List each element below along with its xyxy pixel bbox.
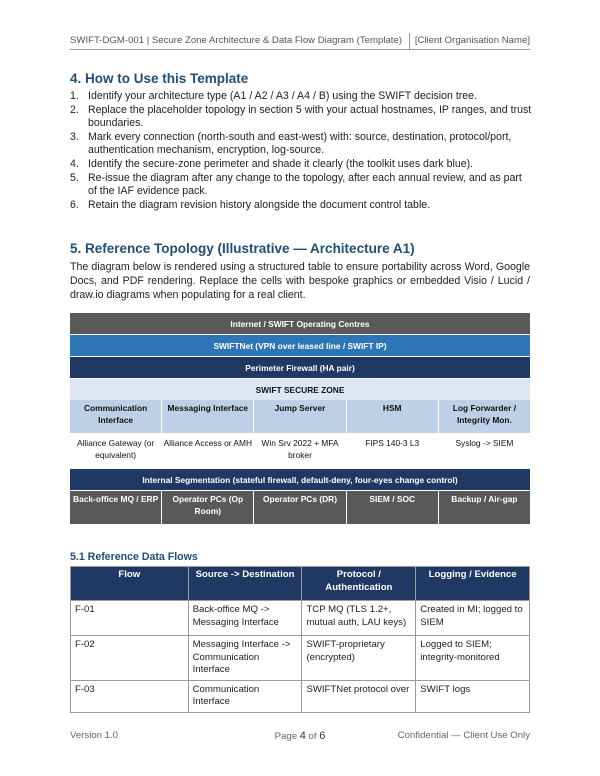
perimeter-firewall-band: Perimeter Firewall (HA pair) xyxy=(70,356,530,378)
zone-value-cell: Syslog -> SIEM xyxy=(455,438,514,448)
list-item: 3. Mark every connection (north-south and east-west) with: source, destination, protocol/port, authentication mechanism, encryption, log-source. xyxy=(70,130,512,157)
version-label: Version 1.0 xyxy=(70,730,119,741)
back-office-cell: Operator PCs (Op Room) xyxy=(162,491,254,524)
zone-header-cell: Jump Server xyxy=(254,400,346,433)
secure-zone-values xyxy=(70,433,530,469)
zone-header-cell: Messaging Interface xyxy=(162,400,254,433)
table-cell: Communication Interface xyxy=(188,680,302,712)
flows-heading: 5.1 Reference Data Flows xyxy=(70,551,198,563)
table-row xyxy=(71,636,530,681)
list-item: 4. Identify the secure-zone perimeter and shade it clearly (the toolkit uses dark blue). xyxy=(70,157,474,170)
table-cell: F-02 xyxy=(71,636,189,681)
zone-value-cell: FIPS 140-3 L3 xyxy=(347,433,439,469)
section-5-paragraph: The diagram below is rendered using a structured table to ensure portability across Word, Google Docs, and PDF rendering. Replace the cells with bespoke graphics or embedded Visio / Lucid / draw.io diagrams when populating for a real client. xyxy=(70,261,530,302)
table-cell: SWIFT logs xyxy=(416,680,530,712)
section-5-heading: 5. Reference Topology (Illustrative — Architecture A1) xyxy=(70,241,415,256)
topology-diagram xyxy=(70,313,530,524)
section-4-heading: 4. How to Use this Template xyxy=(70,71,249,86)
zone-header-cell: Communication Interface xyxy=(70,400,162,433)
zone-value-cell: Win Srv 2022 + MFA broker xyxy=(254,433,346,469)
column-header: Protocol / Authentication xyxy=(302,567,416,601)
table-cell: SWIFT-proprietary (encrypted) xyxy=(302,636,416,681)
swiftnet-band: SWIFTNet (VPN over leased line / SWIFT IP) xyxy=(70,334,530,356)
page-header xyxy=(70,33,530,50)
list-item: 5. Re-issue the diagram after any change to the topology, after each annual review, and as part of the IAF evidence pack. xyxy=(70,171,522,198)
list-item: 2. Replace the placeholder topology in section 5 with your actual hostnames, IP ranges, and trust boundaries. xyxy=(70,103,532,130)
column-header: Source -> Destination xyxy=(188,567,302,601)
list-item: 6. Retain the diagram revision history alongside the document control table. xyxy=(70,198,431,211)
table-cell: Messaging Interface -> Communication Interface xyxy=(188,636,302,681)
confidentiality-label: Confidential — Client Use Only xyxy=(397,730,530,741)
internet-band: Internet / SWIFT Operating Centres xyxy=(70,313,530,334)
table-cell: Back-office MQ -> Messaging Interface xyxy=(188,601,302,636)
table-row xyxy=(71,601,530,636)
table-cell: SWIFTNet protocol over xyxy=(302,680,416,712)
table-header-row xyxy=(71,567,530,601)
back-office-row xyxy=(70,490,530,524)
column-header: Logging / Evidence xyxy=(416,567,530,601)
secure-zone-headers xyxy=(70,400,530,433)
table-row xyxy=(71,680,530,712)
back-office-cell: Back-office MQ / ERP xyxy=(70,491,162,524)
column-header: Flow xyxy=(71,567,189,601)
table-cell: F-01 xyxy=(71,601,189,636)
secure-zone-band: SWIFT SECURE ZONE xyxy=(70,378,530,400)
instructions-list xyxy=(70,90,532,212)
table-cell: TCP MQ (TLS 1.2+, mutual auth, LAU keys) xyxy=(302,601,416,636)
list-item: 1. Identify your architecture type (A1 / A2 / A3 / A4 / B) using the SWIFT decision tree. xyxy=(70,90,478,102)
page-footer xyxy=(70,730,530,741)
zone-value-cell: Alliance Access or AMH xyxy=(162,433,254,469)
internal-segmentation-band: Internal Segmentation (stateful firewall, default-deny, four-eyes change control) xyxy=(70,469,530,490)
document-title: SWIFT-DGM-001 | Secure Zone Architecture & Data Flow Diagram (Template) xyxy=(70,35,402,46)
page-number: Page 4 of 6 xyxy=(274,730,326,742)
zone-header-cell: Log Forwarder / Integrity Mon. xyxy=(452,403,517,425)
back-office-cell: SIEM / SOC xyxy=(347,491,439,524)
zone-header-cell: HSM xyxy=(347,400,439,433)
data-flows-table xyxy=(70,566,530,713)
table-cell: Logged to SIEM; integrity-monitored xyxy=(416,636,530,681)
back-office-cell: Operator PCs (DR) xyxy=(254,491,346,524)
zone-value-cell: Alliance Gateway (or equivalent) xyxy=(70,433,162,469)
table-cell: F-03 xyxy=(71,680,189,712)
table-cell: Created in MI; logged to SIEM xyxy=(416,601,530,636)
client-name: [Client Organisation Name] xyxy=(409,33,530,49)
back-office-cell: Backup / Air-gap xyxy=(451,494,518,504)
